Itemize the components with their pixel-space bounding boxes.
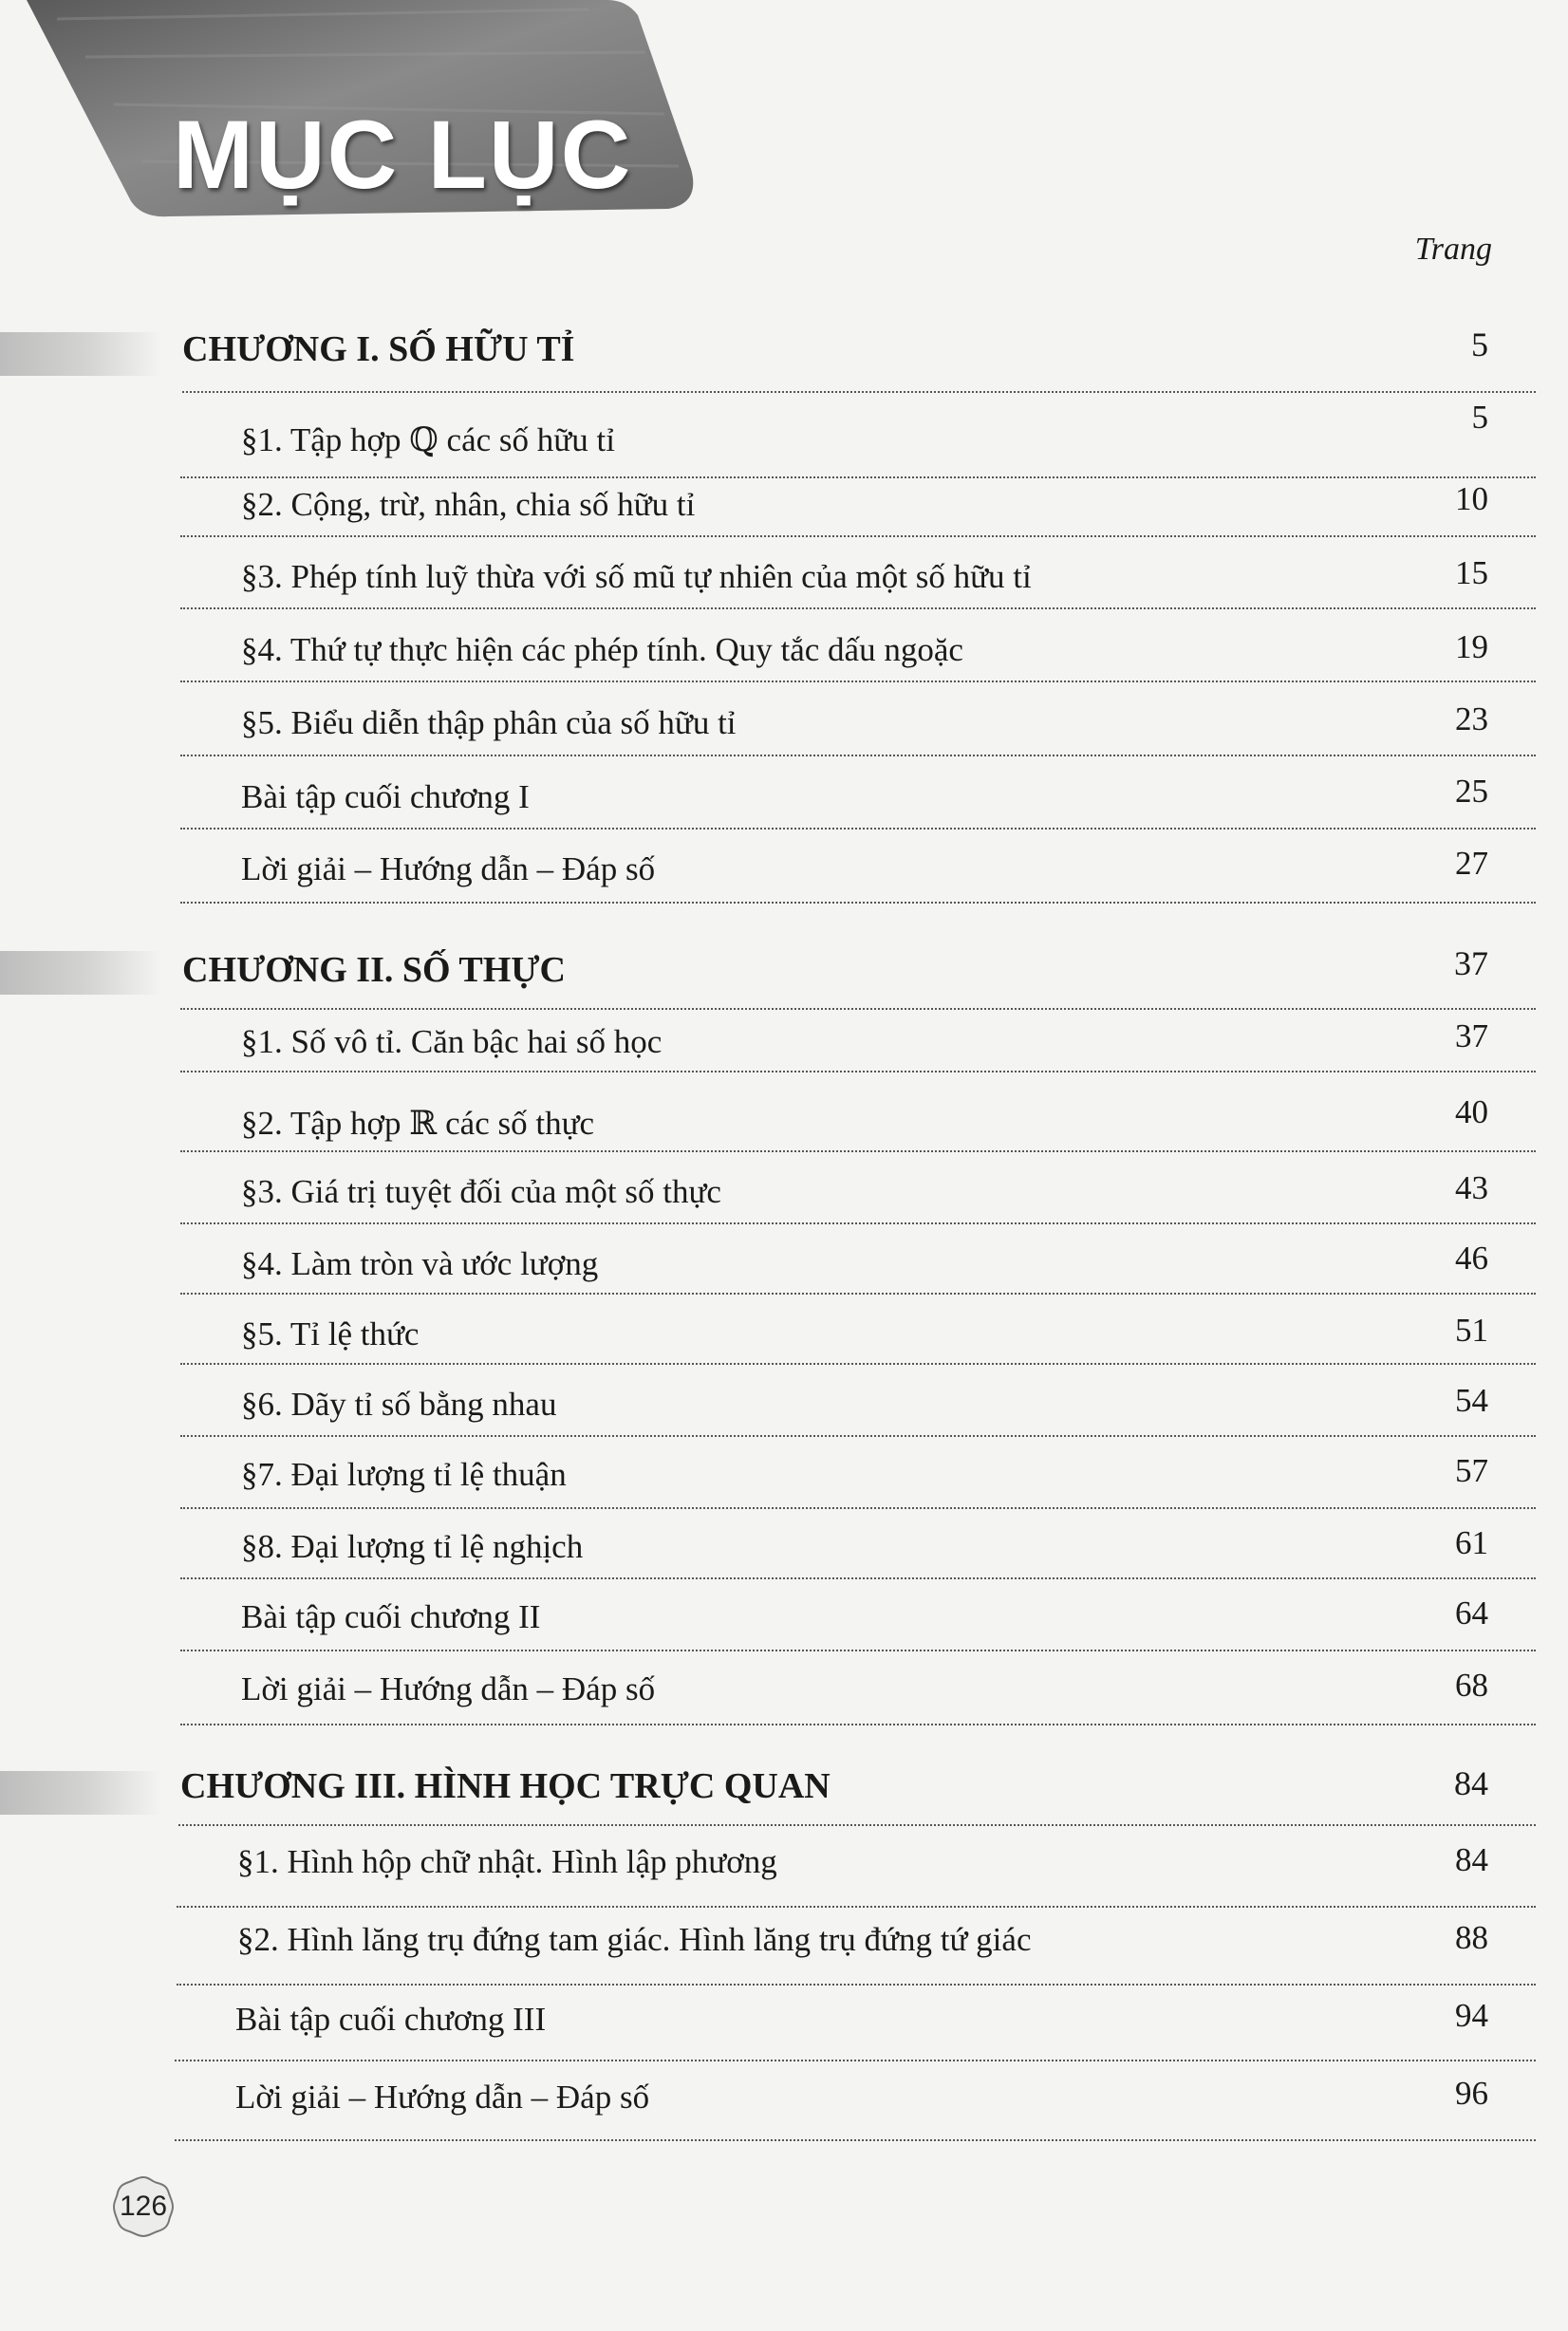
dotted-rule [180, 535, 1536, 537]
dotted-rule [180, 476, 1536, 478]
dotted-rule [180, 607, 1536, 609]
item-page: 27 [1455, 845, 1488, 882]
item-page: 94 [1455, 1997, 1488, 2034]
item-page: 5 [1471, 399, 1488, 436]
dotted-rule [182, 391, 1536, 393]
item-title: §5. Tỉ lệ thức [241, 1315, 420, 1352]
dotted-rule [180, 902, 1536, 904]
dotted-rule [177, 1906, 1536, 1908]
item-title: §6. Dãy tỉ số bằng nhau [241, 1386, 557, 1423]
dotted-rule [180, 1650, 1536, 1651]
dotted-rule [177, 1984, 1536, 1986]
item-title: §4. Làm tròn và ước lượng [241, 1245, 599, 1282]
page-number: 126 [119, 2191, 168, 2222]
chapter-page: 37 [1454, 944, 1488, 982]
dotted-rule [180, 755, 1536, 756]
chapter-tab-marker [0, 951, 161, 995]
item-title: Lời giải – Hướng dẫn – Đáp số [241, 1670, 656, 1707]
dotted-rule [180, 1293, 1536, 1295]
item-title: §7. Đại lượng tỉ lệ thuận [241, 1456, 567, 1493]
dotted-rule [180, 1577, 1536, 1579]
dotted-rule [180, 1435, 1536, 1437]
page-title: MỤC LỤC [173, 101, 633, 209]
item-title: §4. Thứ tự thực hiện các phép tính. Quy tắc dấu ngoặc [241, 631, 963, 668]
dotted-rule [180, 1363, 1536, 1365]
item-page: 25 [1455, 773, 1488, 810]
dotted-rule [178, 1824, 1536, 1826]
dotted-rule [175, 2139, 1536, 2141]
chapter-page: 84 [1454, 1764, 1488, 1802]
chapter-tab-marker [0, 332, 161, 376]
chapter-tab-marker [0, 1771, 161, 1815]
item-title: §2. Hình lăng trụ đứng tam giác. Hình lăng trụ đứng tứ giác [237, 1921, 1032, 1958]
item-title: Bài tập cuối chương III [235, 2001, 547, 2038]
item-page: 40 [1455, 1093, 1488, 1130]
dotted-rule [175, 2060, 1536, 2061]
item-title: §1. Số vô tỉ. Căn bậc hai số học [241, 1023, 663, 1060]
item-title: §8. Đại lượng tỉ lệ nghịch [241, 1528, 584, 1565]
item-title: Lời giải – Hướng dẫn – Đáp số [241, 850, 656, 887]
item-title: §2. Cộng, trừ, nhân, chia số hữu tỉ [241, 486, 696, 523]
dotted-rule [180, 1507, 1536, 1509]
item-title: §2. Tập hợp ℝ các số thực [241, 1105, 595, 1142]
item-page: 96 [1455, 2075, 1488, 2112]
item-page: 54 [1455, 1382, 1488, 1419]
page-column-label: Trang [1414, 232, 1492, 267]
dotted-rule [180, 681, 1536, 682]
chapter-title: CHƯƠNG II. SỐ THỰC [182, 950, 566, 990]
item-title: Bài tập cuối chương I [241, 778, 530, 815]
item-title: §1. Hình hộp chữ nhật. Hình lập phương [237, 1843, 777, 1880]
dotted-rule [180, 1724, 1536, 1725]
item-page: 61 [1455, 1524, 1488, 1561]
dotted-rule [180, 1008, 1536, 1010]
dotted-rule [180, 1150, 1536, 1152]
dotted-rule [180, 1071, 1536, 1072]
chapter-title: CHƯƠNG I. SỐ HỮU TỈ [182, 329, 575, 369]
item-title: Bài tập cuối chương II [241, 1598, 541, 1635]
chapter-title: CHƯƠNG III. HÌNH HỌC TRỰC QUAN [180, 1766, 831, 1806]
item-title: Lời giải – Hướng dẫn – Đáp số [235, 2079, 650, 2116]
item-title: §3. Phép tính luỹ thừa với số mũ tự nhiên của một số hữu tỉ [241, 558, 1032, 595]
item-page: 84 [1455, 1841, 1488, 1878]
item-title: §3. Giá trị tuyệt đối của một số thực [241, 1173, 721, 1210]
item-page: 46 [1455, 1240, 1488, 1277]
chapter-page: 5 [1471, 326, 1488, 364]
item-page: 51 [1455, 1312, 1488, 1349]
item-page: 57 [1455, 1452, 1488, 1489]
item-page: 15 [1455, 554, 1488, 591]
item-page: 10 [1455, 480, 1488, 517]
item-title: §1. Tập hợp ℚ các số hữu tỉ [241, 421, 615, 458]
item-page: 43 [1455, 1169, 1488, 1206]
item-page: 88 [1455, 1919, 1488, 1956]
item-page: 37 [1455, 1017, 1488, 1054]
dotted-rule [180, 828, 1536, 830]
item-page: 68 [1455, 1667, 1488, 1704]
dotted-rule [180, 1222, 1536, 1224]
item-title: §5. Biểu diễn thập phân của số hữu tỉ [241, 704, 737, 741]
item-page: 64 [1455, 1594, 1488, 1632]
item-page: 19 [1455, 628, 1488, 665]
item-page: 23 [1455, 700, 1488, 737]
